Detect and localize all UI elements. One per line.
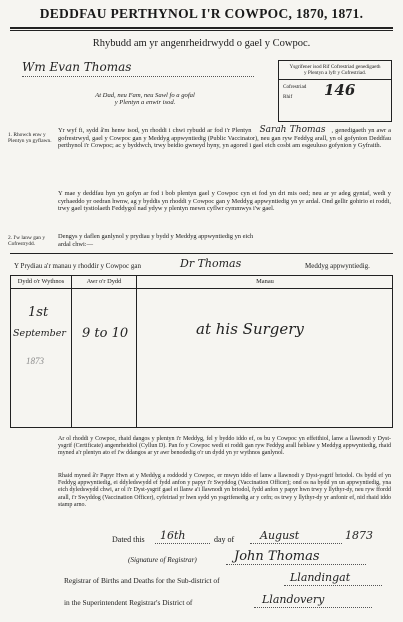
signature-label: (Signature of Registrar) (128, 556, 197, 564)
subdistrict-line (284, 585, 382, 586)
side-note-1: 1. Rhowch enw y Plentyn yn gyflawn. (8, 132, 52, 145)
title-rule-bottom (10, 30, 393, 31)
signature-line (226, 564, 366, 565)
dated-day: 16th (160, 529, 186, 542)
header-hour: Awr o'r Dydd (86, 278, 122, 285)
day-line (155, 543, 210, 544)
addressee-caption-line1: At Dad, neu Fam, neu Sawl fo a gofal (95, 92, 195, 99)
place-value: at his Surgery (196, 320, 304, 338)
addressee-line (22, 76, 254, 77)
intro-after: , genedigaeth yn awr a gofrestrwyd, gael y Cowpoc gan y Meddyg appwyntiedig (Public Vaccinator), neu gan ryw Feddyg arall, yn ol gofynion Deddfau perthynol i'r Cowpoc; ac y byddwch, trwy beidio gwneyd hyny, yn agored i gael eich cosbi am esgeuluso gofynion y Gyfraith. (58, 127, 391, 150)
month-line (250, 543, 342, 544)
addressee-caption (40, 92, 250, 106)
register-number-box (278, 60, 392, 122)
register-box-label-line2: y Plentyn a lyfr y Cofrestriad. (304, 70, 366, 77)
district-value: Llandovery (262, 593, 325, 606)
register-rhif-label: Rhif (283, 94, 293, 100)
district-label: in the Superintendent Registrar's District of (64, 598, 193, 607)
registrar-label: Registrar of Births and Deaths for the Sub-district of (64, 576, 220, 585)
register-box-divider (279, 79, 391, 80)
col-day (10, 275, 72, 428)
intro-paragraph (58, 127, 391, 150)
form-subtitle: Rhybudd am yr angenrheidrwydd o gael y Cowpoc. (92, 38, 311, 49)
registrar-signature: John Thomas (234, 549, 320, 564)
addressee-caption-line2: y Plentyn a enwir isod. (114, 99, 176, 106)
subdistrict-value: Llandingat (290, 571, 351, 584)
col-hour (71, 275, 137, 428)
register-box-label-line1: Ysgrifener isod Rif Cofrestriad genedigaeth (289, 64, 381, 70)
header-day: Dydd o'r Wythnos (17, 278, 65, 285)
side-note-2: 2. I'w lanw gan y Cofrestrydd. (8, 235, 46, 248)
certificate-paragraph: Ar ol rhoddi y Cowpoc, rhaid dangos y plentyn i'r Meddyg, fel y byddo iddo ef, os bu y Cowpoc yn effeithiol, lanw a llawnodi y Dyst-ysgrif (Certificate) angenrheidiol (Cyllun D). Pan fo y Cowpoc wedi ei roddi gan ryw Feddyg arall heblaw y Meddyg appwyntiedig, rhaid myned a'r plentyn ato ef i'w ddangos ar yr awr benodedig o'r un dydd yn yr wythnos ganlynol. (58, 436, 391, 457)
header-place: Manau (256, 278, 274, 285)
form-title: DEDDFAU PERTHYNOL I'R COWPOC, 1870, 1871. (39, 6, 364, 21)
day-of-label: day of (214, 535, 235, 544)
doctor-name: Dr Thomas (180, 257, 242, 270)
register-reg-label: Cofrestriad (283, 84, 307, 90)
day-line2: September (13, 328, 66, 339)
delivery-paragraph: Rhaid myned â'r Papyr Hwn at y Meddyg a roddodd y Cowpoc, er mwyn iddo ef lanw a llawnodi y Dyst-ysgrif briodol. Os bydd ef yn Feddyg appwyntiedig, ei ddyledswydd ef fydd anfon y papyr i'r Swyddog (Vaccination Officer); ond os na bydd yn un appwyntiedig, yna eich dyledswydd chwi, ar ol i'r Dyst-ysgrif gael ei llanw a'i llawnodi yn briodol, fydd anfon y papyr hwn trwy y llythyr-dy, neu ryw ffordd arall, i'r Swyddog (Vaccination Officer), cyfeiriad yr hwn sydd yn ysgrifenedig ar y cefn; os trwy y llythyr-dy yr anfonir ef, nid rhaid iddo stamp arno. (58, 473, 391, 508)
register-box-label (283, 64, 387, 76)
schedule-paragraph (58, 233, 391, 248)
intro-before: Yr wyf fi, sydd â'm henw isod, yn rhoddi i chwi rybudd ar fod i'r Plentyn (58, 127, 252, 134)
hour-value: 9 to 10 (82, 326, 129, 341)
register-number: 146 (324, 81, 356, 99)
doctor-line-prefix: Y Prydiau a'r manau y rhoddir y Cowpoc gan (14, 262, 141, 270)
doctor-line-suffix: Meddyg appwyntiedig. (305, 262, 370, 270)
schedule-paragraph-line1: Dengys y daflen ganlynol y prydiau y bydd y Meddyg appwyntiedig yn eich (58, 233, 254, 240)
dated-month: August (260, 529, 300, 542)
day-line1: 1st (28, 305, 49, 320)
table-top-rule (10, 253, 393, 254)
addressee-name: Wm Evan Thomas (22, 60, 132, 74)
district-line (254, 607, 372, 608)
dated-year: 1873 (345, 529, 373, 542)
rules-paragraph: Y mae y deddfau hyn yn gofyn ar fod i bob plentyn gael y Cowpoc cyn ei fod yn dri mis oed; neu ar yr adeg gyntaf, wedi y cyrhaeddo yr oedran hwnw, ag y byddis yn rhoddi y Cowpoc gan y Meddyg appwyntiedig yn yr ardal. Ond gellir gohirio ei roddi, trwy gael tystiolaeth Feddygol nad ydyw y plentyn mewn cyflwr cymmwys i'w gael. (58, 190, 391, 213)
date-stamp: 1873 (26, 356, 44, 366)
title-rule-top (10, 27, 393, 29)
child-name: Sarah Thomas (259, 125, 326, 135)
schedule-paragraph-line2: ardal chwi:— (58, 240, 93, 248)
table-header-rule (10, 288, 393, 289)
dated-label: Dated this (112, 535, 145, 544)
